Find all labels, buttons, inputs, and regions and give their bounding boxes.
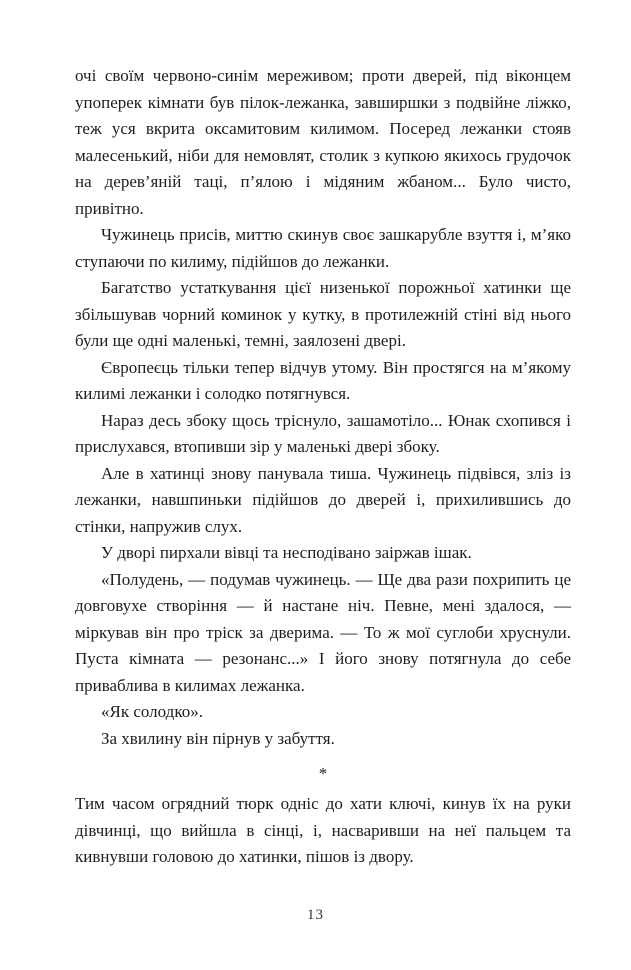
paragraph-6: Але в хатинці знову панувала тиша. Чужинець підвівся, зліз із лежанки, навшпиньки підійшов до дверей і, прихилившись до стінки, напружив слух.	[75, 463, 571, 536]
paragraph-4: Європеєць тільки тепер відчув утому. Він простягся на м’якому килимі лежанки і солодко потягнувся.	[75, 357, 571, 403]
paragraph-8: «Полудень, — подумав чужинець. — Ще два рази похрипить це довговухе створіння — й настане ніч. Певне, мені здалося, — міркував він про тріск за дверима. — То ж мої суглоби хруснули. Пуста кімната — резонанс...» І його знову потягнула до себе приваблива в килимах лежанка.	[75, 569, 571, 695]
paragraph-11: Тим часом огрядний тюрк одніс до хати ключі, кинув їх на руки дівчинці, що вийшла в сінці, і, насваривши на неї пальцем та кивнувши головою до хатинки, пішов із двору.	[75, 794, 571, 866]
paragraph-5: Нараз десь збоку щось тріснуло, зашамотіло... Юнак схопився і прислухався, втопивши зір у маленькі двері збоку.	[75, 410, 571, 456]
section-separator: *	[318, 764, 328, 783]
page-text	[75, 63, 571, 871]
paragraph-7: У дворі пирхали вівці та несподівано заіржав ішак.	[101, 543, 472, 562]
paragraph-2: Чужинець присів, миттю скинув своє зашкарубле взуття і, м’яко ступаючи по килиму, підійшов до лежанки.	[75, 225, 571, 271]
page-number: 13	[307, 907, 324, 923]
paragraph-3: Багатство устаткування цієї низенької порожньої хатинки ще збільшував чорний коминок у кутку, в протилежній стіні від нього були ще одні маленькі, темні, заялозені двері.	[75, 278, 571, 350]
paragraph-1: очі своїм червоно-синім мереживом; проти дверей, під віконцем упоперек кімнати був пілок-лежанка, завширшки з подвійне ліжко, теж уся вкрита оксамитовим килимом. Посеред лежанки стояв малесенький, ніби для немовлят, столик з купкою якихось грудочок на дерев’яній таці, п’ялою і мідяним жбаном... Було чисто, привітно.	[75, 66, 571, 218]
paragraph-10: За хвилину він пірнув у забуття.	[101, 728, 335, 748]
paragraph-9: «Як солодко».	[101, 702, 203, 721]
